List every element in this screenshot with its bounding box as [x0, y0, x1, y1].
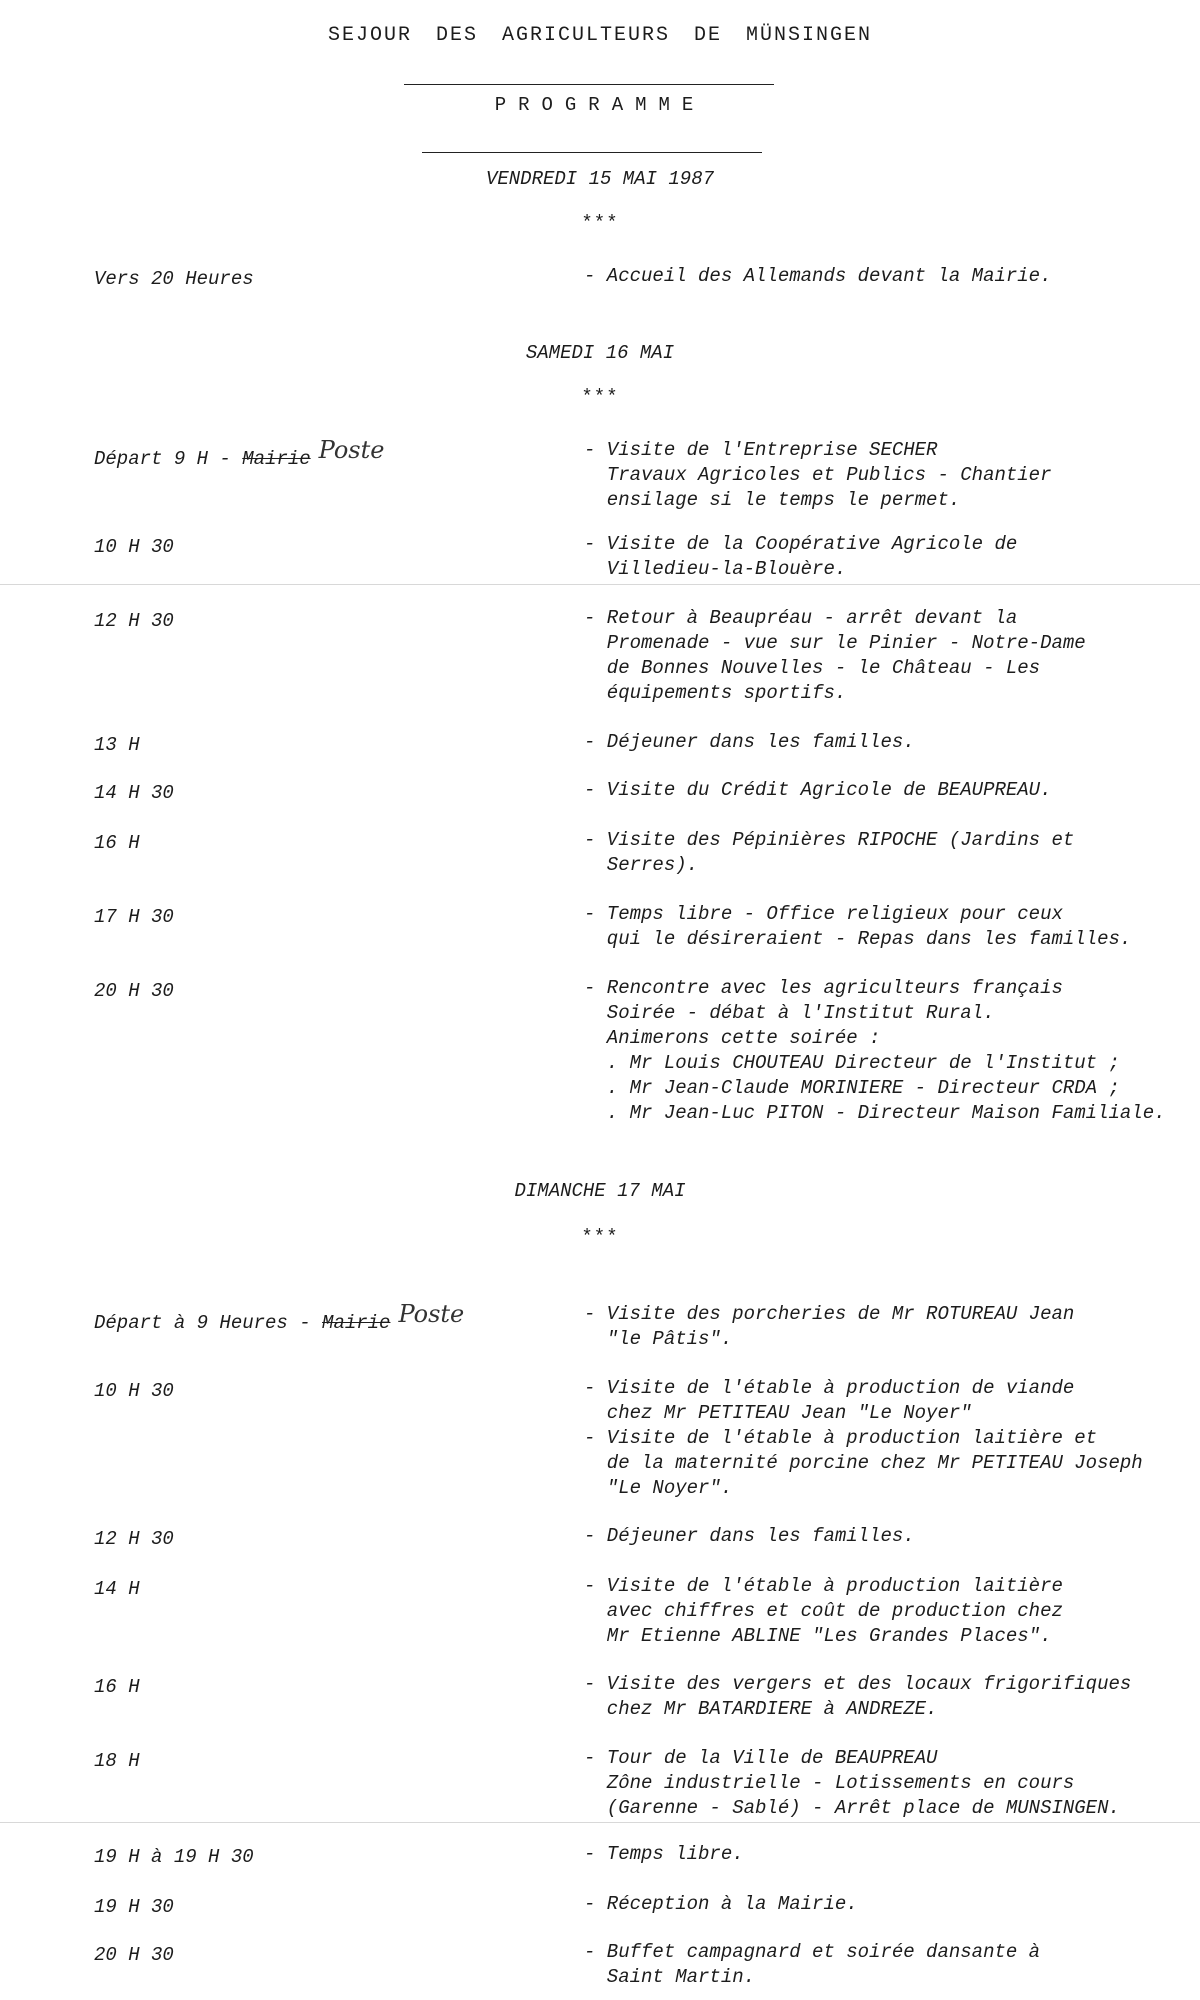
schedule-time: 20 H 30 [94, 980, 174, 1002]
schedule-description: - Visite de la Coopérative Agricole de Villedieu-la-Blouère. [584, 533, 1018, 580]
programme-heading: PROGRAMME [494, 94, 706, 116]
day-heading-sunday: DIMANCHE 17 MAI [514, 1180, 686, 1202]
time-label: Départ à 9 Heures - [94, 1312, 323, 1334]
schedule-time: 19 H 30 [94, 1896, 174, 1918]
struck-word: Mairie [242, 448, 311, 470]
paper-fold [0, 584, 1200, 585]
schedule-description: - Retour à Beaupréau - arrêt devant la Promenade - vue sur le Pinier - Notre-Dame de Bonnes Nouvelles - le Château - Les équipements sportifs. [584, 607, 1086, 704]
schedule-description: - Visite de l'étable à production laitière avec chiffres et coût de production chez Mr Etienne ABLINE "Les Grandes Places". [584, 1575, 1063, 1647]
separator-stars: *** [581, 212, 619, 234]
paper-fold [0, 1822, 1200, 1823]
struck-word: Mairie [322, 1312, 391, 1334]
schedule-time: 14 H [94, 1578, 140, 1600]
schedule-time [94, 436, 385, 470]
schedule-time: 12 H 30 [94, 1528, 174, 1550]
schedule-description: - Visite des porcheries de Mr ROTUREAU Jean "le Pâtis". [584, 1303, 1075, 1350]
schedule-time: 10 H 30 [94, 1380, 174, 1402]
schedule-description: - Visite des vergers et des locaux frigorifiques chez Mr BATARDIERE à ANDREZE. [584, 1673, 1132, 1720]
schedule-time: 19 H à 19 H 30 [94, 1846, 254, 1868]
separator-stars: *** [581, 386, 619, 408]
schedule-time: Vers 20 Heures [94, 268, 254, 290]
schedule-description: - Visite du Crédit Agricole de BEAUPREAU. [584, 779, 1052, 801]
schedule-description: - Visite des Pépinières RIPOCHE (Jardins et Serres). [584, 829, 1075, 876]
schedule-description: - Temps libre - Office religieux pour ceux qui le désireraient - Repas dans les familles. [584, 903, 1132, 950]
schedule-time: 20 H 30 [94, 1944, 174, 1966]
schedule-description: - Déjeuner dans les familles. [584, 1525, 915, 1547]
schedule-time: 16 H [94, 832, 140, 854]
schedule-time: 14 H 30 [94, 782, 174, 804]
schedule-time: 12 H 30 [94, 610, 174, 632]
time-label: Départ 9 H - [94, 448, 243, 470]
schedule-description: - Tour de la Ville de BEAUPREAU Zône industrielle - Lotissements en cours (Garenne - Sablé) - Arrêt place de MUNSINGEN. [584, 1747, 1120, 1819]
handwritten-correction: Poste [398, 1300, 465, 1328]
schedule-time: 18 H [94, 1750, 140, 1772]
schedule-time: 13 H [94, 734, 140, 756]
schedule-description: - Rencontre avec les agriculteurs français Soirée - débat à l'Institut Rural. Animerons cette soirée : . Mr Louis CHOUTEAU Directeur de l'Institut ; . Mr Jean-Claude MORINIERE - Directeur CRDA ; . Mr Jean-Luc PITON - Directeur Maison Familiale. [584, 977, 1166, 1124]
schedule-description: - Déjeuner dans les familles. [584, 731, 915, 753]
schedule-time: 16 H [94, 1676, 140, 1698]
separator-stars: *** [581, 1226, 619, 1248]
handwritten-correction: Poste [318, 436, 385, 464]
title-underline [404, 84, 774, 85]
schedule-description: - Buffet campagnard et soirée dansante à Saint Martin. [584, 1941, 1041, 1988]
schedule-time: 10 H 30 [94, 536, 174, 558]
day-heading-friday: VENDREDI 15 MAI 1987 [485, 168, 715, 190]
day-heading-saturday: SAMEDI 16 MAI [525, 342, 675, 364]
schedule-description: - Temps libre. [584, 1843, 744, 1865]
schedule-description: - Accueil des Allemands devant la Mairie. [584, 265, 1052, 287]
schedule-description: - Visite de l'étable à production de viande chez Mr PETITEAU Jean "Le Noyer" - Visite de l'étable à production laitière et de la maternité porcine chez Mr PETITEAU Joseph "Le Noyer". [584, 1377, 1143, 1499]
schedule-time: 17 H 30 [94, 906, 174, 928]
programme-underline [422, 152, 762, 153]
schedule-description: - Visite de l'Entreprise SECHER Travaux Agricoles et Publics - Chantier ensilage si le temps le permet. [584, 439, 1052, 511]
schedule-description: - Réception à la Mairie. [584, 1893, 858, 1915]
schedule-time [94, 1300, 465, 1334]
document-title: SEJOUR DES AGRICULTEURS DE MÜNSINGEN [327, 24, 873, 47]
